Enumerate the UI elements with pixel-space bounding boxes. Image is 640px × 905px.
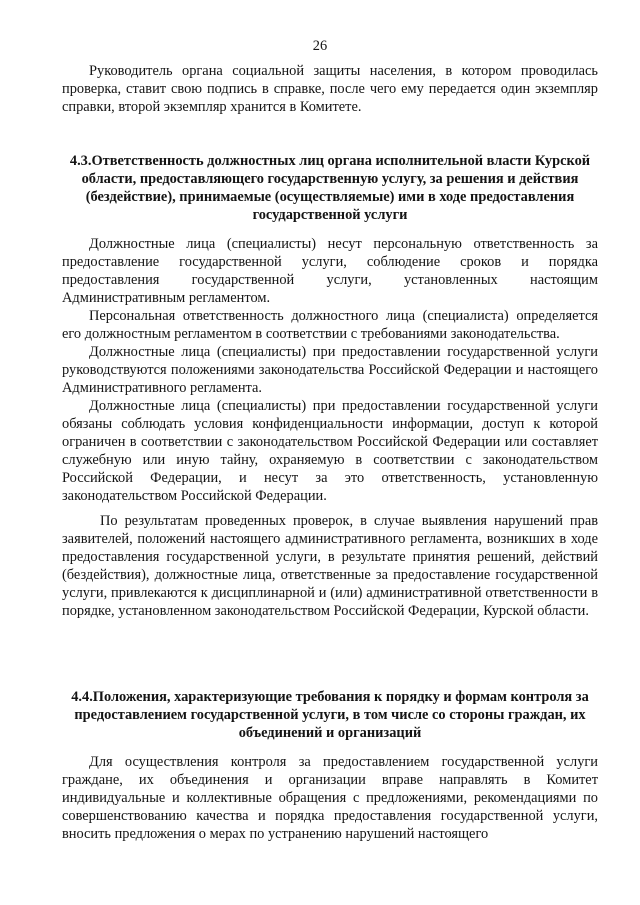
paragraph: Персональная ответственность должностного лица (специалиста) определяется его должностным регламентом в соответствии с требованиями законодательства.	[62, 308, 598, 342]
section-4-4-heading: 4.4.Положения, характеризующие требования к порядку и формам контроля за предоставлением государственной услуги, в том числе со стороны граждан, их объединений и организаций	[71, 689, 589, 741]
paragraph: Должностные лица (специалисты) при предоставлении государственной услуги обязаны соблюдать условия конфиденциальности информации, доступ к которой ограничен в соответствии с законодательством Российской Федерации или составляет служебную или иную тайну, охраняемую в соответствии с законодательством Российской Федерации, и несут за это ответственность, установленную законодательством Российской Федерации.	[62, 398, 598, 504]
paragraph: Должностные лица (специалисты) несут персональную ответственность за предоставление государственной услуги, соблюдение сроков и порядка предоставления государственной услуги, установленных настоящим Административным регламентом.	[62, 236, 598, 306]
page-number: 26	[312, 38, 328, 54]
intro-paragraph: Руководитель органа социальной защиты населения, в котором проводилась проверка, ставит свою подпись в справке, после чего ему передается один экземпляр справки, второй экземпляр хранится в Комитете.	[62, 63, 598, 115]
paragraph: Для осуществления контроля за предоставлением государственной услуги граждане, их объединения и организации вправе направлять в Комитет индивидуальные и коллективные обращения с предложениями, рекомендациями по совершенствованию качества и порядка предоставления государственной услуги, вносить предложения о мерах по устранению нарушений настоящего	[62, 754, 598, 842]
paragraph: Должностные лица (специалисты) при предоставлении государственной услуги руководствуются положениями законодательства Российской Федерации и настоящего Административного регламента.	[62, 344, 598, 396]
paragraph: По результатам проведенных проверок, в случае выявления нарушений прав заявителей, положений настоящего административного регламента, возникших в ходе предоставления государственной услуги, в результате принятия решений, действий (бездействия), должностные лица, ответственные за предоставление государственной услуги, привлекаются к дисциплинарной и (или) административной ответственности в порядке, установленном законодательством Российской Федерации, Курской области.	[62, 513, 598, 619]
section-4-3-heading: 4.3.Ответственность должностных лиц органа исполнительной власти Курской области, предоставляющего государственную услугу, за решения и действия (бездействие), принимаемые (осуществляемые) ими в ходе предоставления государственной услуги	[69, 153, 591, 223]
intro-block	[62, 62, 598, 116]
section-4-4-body	[62, 753, 598, 843]
section-4-3-body	[62, 235, 598, 620]
